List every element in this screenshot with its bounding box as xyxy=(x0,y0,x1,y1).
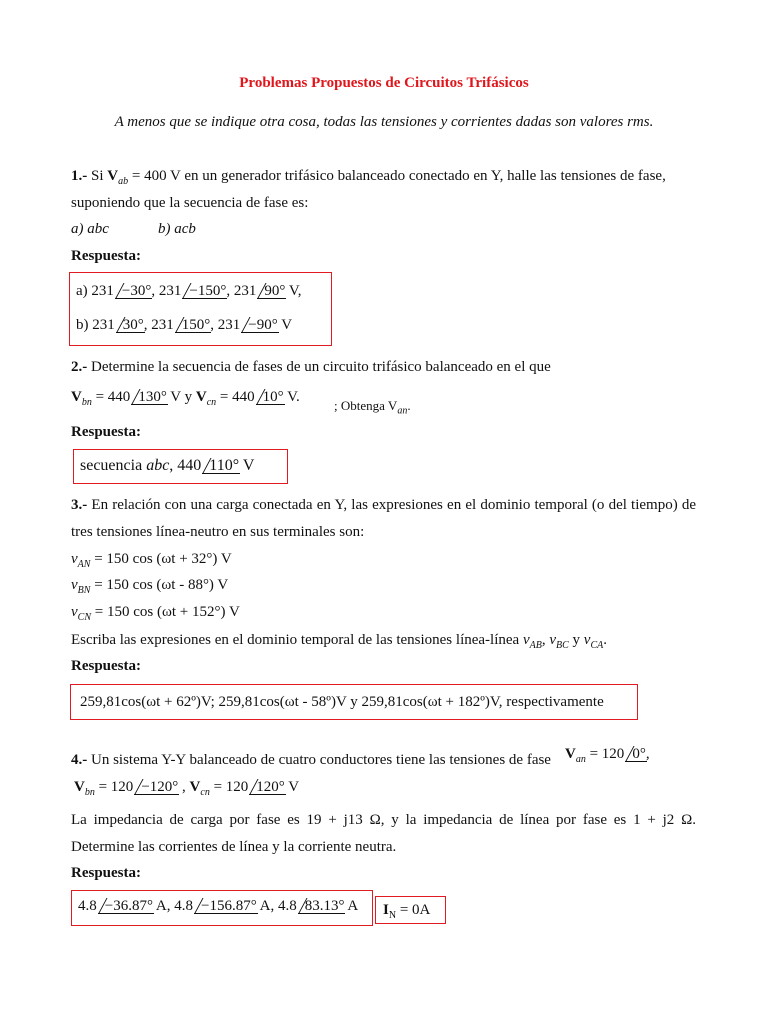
problem-1-text-b: = 400 V en un generador trifásico balanceado conectado en Y, halle las tensiones de fase, xyxy=(131,168,666,184)
problem-3-line1: 3.- En relación con una carga conectada en Y, las expresiones en el dominio temporal (o del tiempo) de xyxy=(71,497,697,513)
equation-vbn: $v_{BN} = 150$ cos (ωt - 88°) V xyxy=(71,577,229,596)
problem-3-number: 3.- xyxy=(71,497,88,513)
v-ab-subscript: ab xyxy=(118,176,129,187)
angle-4a: −36.87° xyxy=(98,897,153,915)
problem-2-equation: $V_{bn} = 440$ 130° V y $V_{cn} = 440$ 10° V. xyxy=(71,389,300,408)
angle-1b2: 150° xyxy=(175,316,211,334)
problem-1-line2: suponiendo que la secuencia de fase es: xyxy=(71,195,309,211)
neutral-current: $I_N = 0A$ xyxy=(383,902,431,921)
equation-van: $v_{AN} = 150$ cos (ωt + 32°) V xyxy=(71,551,232,570)
angle-4-vbn: −120° xyxy=(134,778,178,796)
response-label-1: Respuesta: xyxy=(71,248,141,264)
angle-1b1: 30° xyxy=(116,316,144,334)
angle-1a2: −150° xyxy=(182,282,226,300)
problem-1-number: 1.- xyxy=(71,168,88,184)
equation-vcn: $v_{CN} = 150$ cos (ωt + 152°) V xyxy=(71,604,240,623)
angle-4c: 83.13° xyxy=(298,897,345,915)
answer-2: secuencia abc, 440 110° V xyxy=(80,457,255,474)
v-ab-symbol: V xyxy=(107,168,119,184)
problem-3-write: Escriba las expresiones en el dominio temporal de las tensiones línea-línea $v_{AB}$, $v_{BC}$ y $v_{CA}$. xyxy=(71,632,607,651)
angle-vbn: 130° xyxy=(131,388,167,406)
page-title: Problemas Propuestos de Circuitos Trifásicos xyxy=(239,75,529,91)
problem-4-line4: Determine las corrientes de línea y la corriente neutra. xyxy=(71,839,397,855)
answer-4: 4.8 −36.87° A, 4.8 −156.87° A, 4.8 83.13° A xyxy=(78,898,359,914)
answer-1b: b) 231 30°, 231 150°, 231 −90° V xyxy=(76,317,293,333)
angle-vcn: 10° xyxy=(256,388,284,406)
angle-4-vcn: 120° xyxy=(249,778,285,796)
problem-4-number: 4.- xyxy=(71,752,88,768)
response-label-4: Respuesta: xyxy=(71,865,141,881)
equation-4-van: $V_{an} = 120$ 0°, xyxy=(565,746,650,765)
problem-4-line1: 4.- Un sistema Y-Y balanceado de cuatro conductores tiene las tensiones de fase xyxy=(71,752,551,768)
equation-4-vbn-vcn: $V_{bn} = 120 -120^\circ$ , $V_{cn} = 120$ 120° V xyxy=(74,779,300,798)
response-label-2: Respuesta: xyxy=(71,424,141,440)
angle-1b3: −90° xyxy=(241,316,277,334)
problem-1-text-a: Si xyxy=(91,168,104,184)
problem-4-line3: La impedancia de carga por fase es 19 + j13 Ω, y la impedancia de línea por fase es 1 + j2 Ω. xyxy=(71,812,696,828)
problem-2-obtain: ; Obtenga $V_{an}$. xyxy=(334,398,411,417)
problem-2-line1: 2.- Determine la secuencia de fases de un circuito trifásico balanceado en el que xyxy=(71,359,551,375)
angle-4-van: 0° xyxy=(625,745,646,763)
angle-ans2: 110° xyxy=(202,457,239,475)
angle-4b: −156.87° xyxy=(194,897,257,915)
problem-1-line1 xyxy=(71,167,696,191)
angle-1a1: −30° xyxy=(115,282,151,300)
angle-1a3: 90° xyxy=(257,282,285,300)
option-b: b) acb xyxy=(158,221,196,237)
response-label-3: Respuesta: xyxy=(71,658,141,674)
answer-1a: a) 231 −30°, 231 −150°, 231 90° V, xyxy=(76,283,302,299)
problem-2-number: 2.- xyxy=(71,359,88,375)
problem-3-line2: tres tensiones línea-neutro en sus terminales son: xyxy=(71,524,365,540)
option-a: a) abc xyxy=(71,221,109,237)
answer-3: 259,81cos(ωt + 62º)V; 259,81cos(ωt - 58º)V y 259,81cos(ωt + 182º)V, respectivamente xyxy=(80,694,604,710)
subtitle-note: A menos que se indique otra cosa, todas las tensiones y corrientes dadas son valores rms. xyxy=(114,114,654,130)
